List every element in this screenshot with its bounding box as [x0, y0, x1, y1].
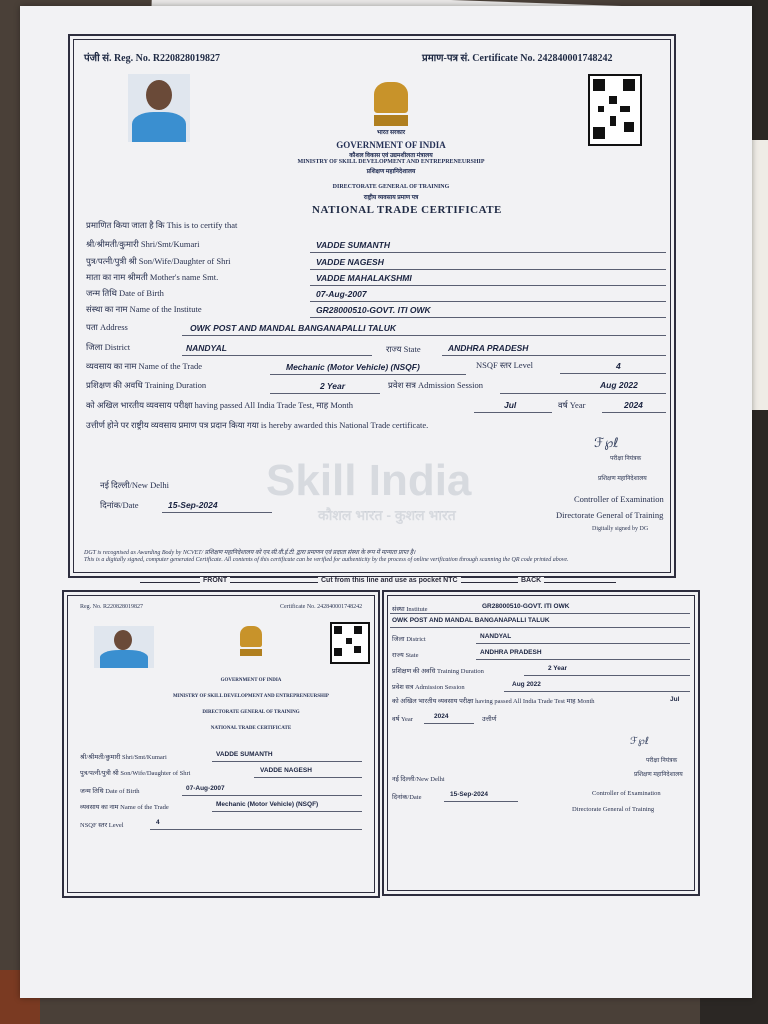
card-name-value: VADDE SUMANTH: [216, 751, 273, 758]
card-dg: DIRECTORATE GENERAL OF TRAINING: [202, 710, 300, 715]
candidate-photo: [128, 74, 190, 142]
back-state-label: राज्य State: [392, 652, 419, 659]
cutline-back: BACK: [518, 577, 544, 584]
father-value: VADDE NAGESH: [316, 257, 384, 267]
back-year-value: 2024: [434, 713, 449, 720]
year-value: 2024: [624, 400, 643, 410]
mother-label: माता का नाम श्रीमती Mother's name Smt.: [86, 272, 219, 282]
back-passed-statement: को अखिल भारतीय व्यवसाय परीक्षा having passed All India Trade Test माह Month: [392, 698, 595, 705]
certificate-title: NATIONAL TRADE CERTIFICATE: [312, 204, 502, 216]
footer-recognition: DGT is recognised as Awarding Body by NCVET/ प्रशिक्षण महानिदेशालय को एन.सी.वी.ई.टी. द्वारा प्रमाणन एवं प्रदाता संस्था के रूप में मान्यता प्राप्त है।: [84, 550, 416, 556]
directorate-english: Directorate General of Training: [556, 510, 664, 520]
back-session-label: प्रवेश सत्र Admission Session: [392, 684, 465, 691]
card-reg-number: Reg. No. R220828019827: [80, 604, 143, 610]
dob-value: 07-Aug-2007: [316, 289, 367, 299]
back-date-label: दिनांक/Date: [392, 794, 422, 801]
cutline-front: FRONT: [200, 577, 230, 584]
card-dob-label: जन्म तिथि Date of Birth: [80, 788, 140, 795]
card-father-value: VADDE NAGESH: [260, 767, 312, 774]
back-place: नई दिल्ली/New Delhi: [392, 776, 445, 783]
card-trade-label: व्यवसाय का नाम Name of the Trade: [80, 804, 169, 811]
back-state-value: ANDHRA PRADESH: [480, 649, 542, 656]
dg-english: DIRECTORATE GENERAL OF TRAINING: [332, 184, 450, 190]
address-label: पता Address: [86, 322, 128, 332]
place: नई दिल्ली/New Delhi: [100, 480, 169, 490]
session-label: प्रवेश सत्र Admission Session: [388, 380, 483, 390]
back-district-label: जिला District: [392, 636, 426, 643]
card-trade-value: Mechanic (Motor Vehicle) (NSQF): [216, 801, 319, 808]
card-ntc-title: NATIONAL TRADE CERTIFICATE: [210, 726, 292, 731]
back-year-label: वर्ष Year: [392, 716, 413, 723]
ministry-english: MINISTRY OF SKILL DEVELOPMENT AND ENTREPRENEURSHIP: [297, 159, 485, 165]
duration-label: प्रशिक्षण की अवधि Training Duration: [86, 380, 207, 390]
back-address-value: OWK POST AND MANDAL BANGANAPALLI TALUK: [392, 617, 550, 624]
watermark-skill-india: Skill India: [266, 456, 472, 505]
trade-label: व्यवसाय का नाम Name of the Trade: [86, 361, 203, 371]
institute-value: GR28000510-GOVT. ITI OWK: [316, 305, 431, 315]
watermark-tagline: कौशल भारत - कुशल भारत: [318, 507, 456, 523]
back-controller-hindi: परीक्षा नियंत्रक: [646, 758, 678, 764]
controller-hindi: परीक्षा नियंत्रक: [610, 456, 642, 462]
emblem-caption: भारत सरकार: [376, 130, 406, 136]
ashoka-emblem-icon: [374, 82, 408, 126]
awarded-statement: उत्तीर्ण होने पर राष्ट्रीय व्यवसाय प्रमाण पत्र प्रदान किया गया is hereby awarded this National Trade certificate.: [86, 420, 429, 430]
card-dob-value: 07-Aug-2007: [186, 785, 225, 792]
district-label: जिला District: [86, 342, 131, 352]
government-title: GOVERNMENT OF INDIA: [336, 140, 446, 150]
reg-number: पंजी सं. Reg. No. R220828019827: [84, 53, 221, 64]
card-nsqf-label: NSQF स्तर Level: [80, 822, 124, 829]
controller-english: Controller of Examination: [574, 494, 664, 504]
name-label: श्री/श्रीमती/कुमारी Shri/Smt/Kumari: [86, 239, 200, 249]
session-value: Aug 2022: [600, 380, 638, 390]
back-session-value: Aug 2022: [512, 681, 541, 688]
dob-label: जन्म तिथि Date of Birth: [86, 288, 164, 298]
month-value: Jul: [504, 400, 517, 410]
certificate-sheet: [20, 6, 752, 998]
certify-statement: प्रमाणित किया जाता है कि This is to certify that: [86, 220, 238, 230]
back-pocket-card: [382, 590, 700, 896]
card-father-label: पुत्र/पत्नी/पुत्री श्री Son/Wife/Daughter of Shri: [80, 770, 191, 777]
card-emblem-icon: [240, 626, 262, 656]
back-dg-hindi: प्रशिक्षण महानिदेशालय: [634, 772, 683, 778]
name-value: VADDE SUMANTH: [316, 240, 390, 250]
main-certificate: [68, 34, 676, 578]
address-value: OWK POST AND MANDAL BANGANAPALLI TALUK: [190, 323, 397, 333]
district-value: NANDYAL: [186, 343, 227, 353]
duration-value: 2 Year: [320, 381, 346, 391]
card-ministry: MINISTRY OF SKILL DEVELOPMENT AND ENTREPRENEURSHIP: [173, 694, 329, 699]
institute-label: संस्था का नाम Name of the Institute: [86, 304, 202, 314]
card-name-label: श्री/श्रीमती/कुमारी Shri/Smt/Kumari: [80, 754, 167, 761]
back-district-value: NANDYAL: [480, 633, 512, 640]
back-directorate-english: Directorate General of Training: [572, 806, 655, 813]
mother-value: VADDE MAHALAKSHMI: [316, 273, 412, 283]
card-government-title: GOVERNMENT OF INDIA: [220, 678, 282, 683]
front-pocket-card: [62, 590, 380, 898]
back-passed-suffix: उत्तीर्ण: [482, 716, 497, 723]
nsqf-label: NSQF स्तर Level: [476, 360, 533, 370]
date-label: दिनांक/Date: [100, 500, 139, 510]
ntc-hindi: राष्ट्रीय व्यवसाय प्रमाण पत्र: [363, 195, 419, 201]
dg-sign-hindi: प्रशिक्षण महानिदेशालय: [598, 476, 647, 482]
controller-signature: ℱ℘ℓ: [594, 436, 619, 451]
cutline-instruction: Cut from this line and use as pocket NTC: [318, 577, 461, 584]
back-controller-signature: ℱ℘ℓ: [630, 736, 649, 747]
ministry-hindi: कौशल विकास एवं उद्यमशीलता मंत्रालय: [349, 153, 433, 159]
date-value: 15-Sep-2024: [168, 500, 218, 510]
card-candidate-photo: [94, 626, 154, 668]
state-label: राज्य State: [386, 344, 421, 354]
certificate-number: प्रमाण-पत्र सं. Certificate No. 242840001748242: [422, 53, 613, 64]
qr-code: [588, 74, 642, 146]
year-label: वर्ष Year: [558, 400, 586, 410]
dg-hindi: प्रशिक्षण महानिदेशालय: [366, 169, 416, 175]
card-certificate-number: Certificate No. 242840001748242: [280, 604, 363, 610]
back-controller-english: Controller of Examination: [592, 790, 661, 797]
back-date-value: 15-Sep-2024: [450, 791, 488, 798]
state-value: ANDHRA PRADESH: [448, 343, 529, 353]
passed-statement: को अखिल भारतीय व्यवसाय परीक्षा having passed All India Trade Test, माह Month: [86, 400, 354, 410]
footer-verification: This is a digitally signed, computer generated Certificate. All contents of this certificate can be verified for authenticity by the process of online verification through scanning the QR code printed above.: [84, 557, 569, 563]
card-nsqf-value: 4: [156, 819, 160, 826]
back-duration-label: प्रशिक्षण की अवधि Training Duration: [392, 668, 484, 675]
nsqf-value: 4: [616, 361, 621, 371]
back-institute-value: GR28000510-GOVT. ITI OWK: [482, 603, 570, 610]
card-qr-code: [330, 622, 370, 664]
father-label: पुत्र/पत्नी/पुत्री श्री Son/Wife/Daughter of Shri: [86, 256, 231, 266]
back-month-value: Jul: [670, 696, 680, 703]
trade-value: Mechanic (Motor Vehicle) (NSQF): [286, 362, 420, 372]
back-duration-value: 2 Year: [548, 665, 568, 672]
digital-signature-note: Digitally signed by DG: [592, 526, 649, 532]
back-institute-label: संस्था Institute: [392, 606, 428, 613]
